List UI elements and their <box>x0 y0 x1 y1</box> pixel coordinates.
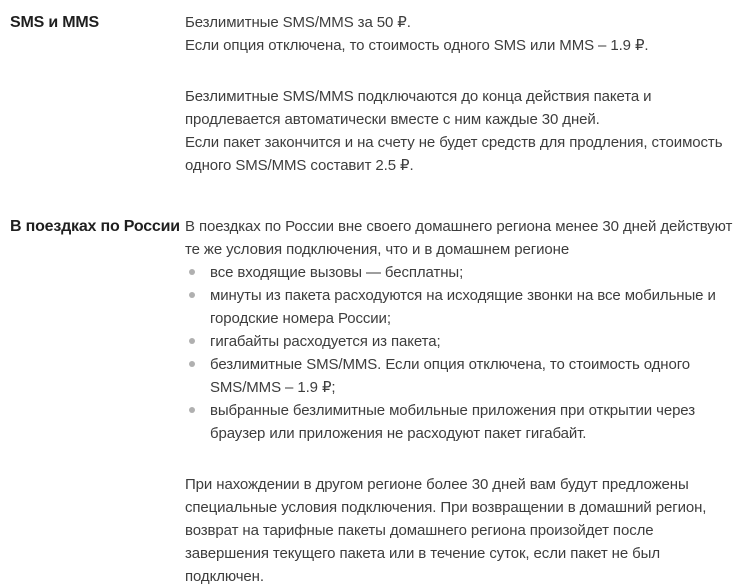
section-label: SMS и MMS <box>10 14 99 31</box>
bullet-item <box>185 353 735 399</box>
bullet-dot-icon <box>189 269 195 275</box>
sections-container <box>10 11 735 588</box>
text-line: Безлимитные SMS/MMS за 50 ₽. <box>185 14 411 31</box>
paragraph <box>185 11 735 57</box>
paragraph <box>185 85 735 177</box>
text-line: Если пакет закончится и на счету не будет средств для продления, стоимость одного SMS/MMS составит 2.5 ₽. <box>185 134 723 174</box>
bullet-item-text: гигабайты расходуется из пакета; <box>210 333 441 350</box>
bullet-item <box>185 330 735 353</box>
section-content <box>185 215 735 588</box>
paragraph <box>185 215 735 261</box>
bullet-item-text: безлимитные SMS/MMS. Если опция отключена, то стоимость одного SMS/MMS – 1.9 ₽; <box>210 356 690 396</box>
bullet-dot-icon <box>189 292 195 298</box>
bullet-item <box>185 399 735 445</box>
bullet-item-text: минуты из пакета расходуются на исходящие звонки на все мобильные и городские номера России; <box>210 287 716 327</box>
section-content <box>185 11 735 177</box>
text-line: Безлимитные SMS/MMS подключаются до конца действия пакета и продлевается автоматически вместе с ним каждые 30 дней. <box>185 88 652 128</box>
text-line: В поездках по России вне своего домашнего региона менее 30 дней действуют те же условия подключения, что и в домашнем регионе <box>185 218 733 258</box>
text-line: При нахождении в другом регионе более 30 дней вам будут предложены специальные условия подключения. При возвращении в домашний регион, возврат на тарифные пакеты домашнего региона произойдет после завершения текущего пакета или в течение суток, если пакет не был подключен. <box>185 476 707 585</box>
bullet-dot-icon <box>189 338 195 344</box>
bullet-item <box>185 261 735 284</box>
paragraph <box>185 473 735 588</box>
bullet-item-text: выбранные безлимитные мобильные приложения при открытии через браузер или приложения не расходуют пакет гигабайт. <box>210 402 695 442</box>
bullet-dot-icon <box>189 407 195 413</box>
section-row <box>10 215 735 588</box>
bullet-list <box>185 261 735 445</box>
section-row <box>10 11 735 177</box>
bullet-dot-icon <box>189 361 195 367</box>
text-line: Если опция отключена, то стоимость одного SMS или MMS – 1.9 ₽. <box>185 37 649 54</box>
section-label: В поездках по России <box>10 218 180 235</box>
bullet-item <box>185 284 735 330</box>
bullet-item-text: все входящие вызовы — бесплатны; <box>210 264 464 281</box>
